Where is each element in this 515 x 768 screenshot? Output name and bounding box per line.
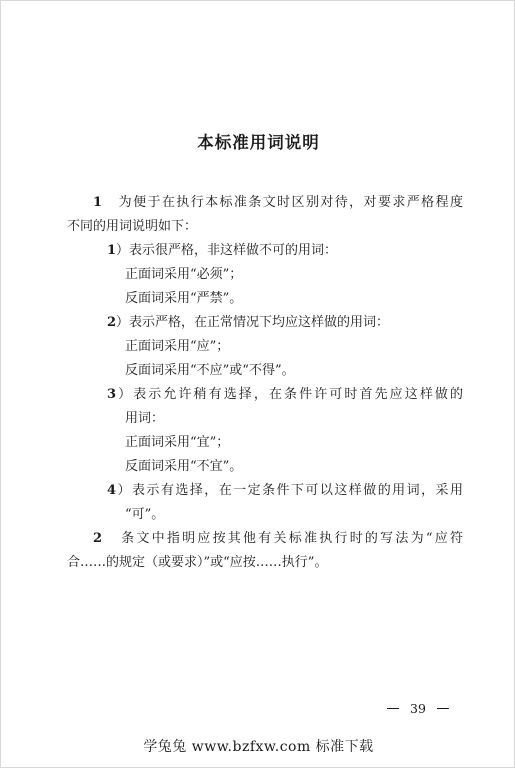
item1-number: 1 xyxy=(93,195,103,210)
sub1-head-line xyxy=(67,239,463,263)
footer-watermark: 学兔兔 www.bzfxw.com 标准下载 xyxy=(143,739,374,755)
sub3-number: 3 xyxy=(107,387,117,402)
sub2-number: 2 xyxy=(107,315,117,330)
sub4-head-line xyxy=(67,479,463,503)
sub2-head: ）表示严格，在正常情况下均应这样做的用词： xyxy=(116,315,390,330)
sub3-negative: 反面词采用“不宜”。 xyxy=(125,459,243,474)
sub4-head-cont: “可”。 xyxy=(125,507,165,522)
sub3-head-cont: 用词： xyxy=(125,411,165,426)
sub1-negative: 反面词采用“严禁”。 xyxy=(125,291,243,306)
item2-number: 2 xyxy=(93,531,103,546)
page-number-dash-right xyxy=(437,708,449,709)
sub1-head: ）表示很严格，非这样做不可的用词： xyxy=(116,243,338,258)
page-number-dash-left xyxy=(387,708,399,709)
item1-line1 xyxy=(67,191,463,215)
item1-line2: 不同的用词说明如下： xyxy=(67,219,198,234)
sub3-head-line xyxy=(67,383,463,407)
sub3-positive: 正面词采用“宜”； xyxy=(125,435,230,450)
sub3-head: ）表示允许稍有选择，在条件许可时首先应这样做的 xyxy=(116,387,463,402)
item2-line2: 合……的规定（或要求）”或“应按……执行”。 xyxy=(67,555,328,570)
sub2-negative: 反面词采用“不应”或“不得”。 xyxy=(125,363,295,378)
sub4-number: 4 xyxy=(107,483,117,498)
sub1-number: 1 xyxy=(107,243,117,258)
page-number-block xyxy=(387,701,449,716)
content-body xyxy=(67,191,463,575)
sub2-positive: 正面词采用“应”； xyxy=(125,339,230,354)
sub1-positive: 正面词采用“必须”； xyxy=(125,267,243,282)
item1-text-line1: 为便于在执行本标准条文时区别对待，对要求严格程度 xyxy=(118,195,463,210)
item2-text-line1: 条文中指明应按其他有关标准执行时的写法为“应符 xyxy=(121,531,463,546)
page-title: 本标准用词说明 xyxy=(197,133,320,152)
page-number: 39 xyxy=(410,701,426,716)
item2-line1 xyxy=(67,527,463,551)
sub4-head: ）表示有选择，在一定条件下可以这样做的用词，采用 xyxy=(116,483,463,498)
sub2-head-line xyxy=(67,311,463,335)
